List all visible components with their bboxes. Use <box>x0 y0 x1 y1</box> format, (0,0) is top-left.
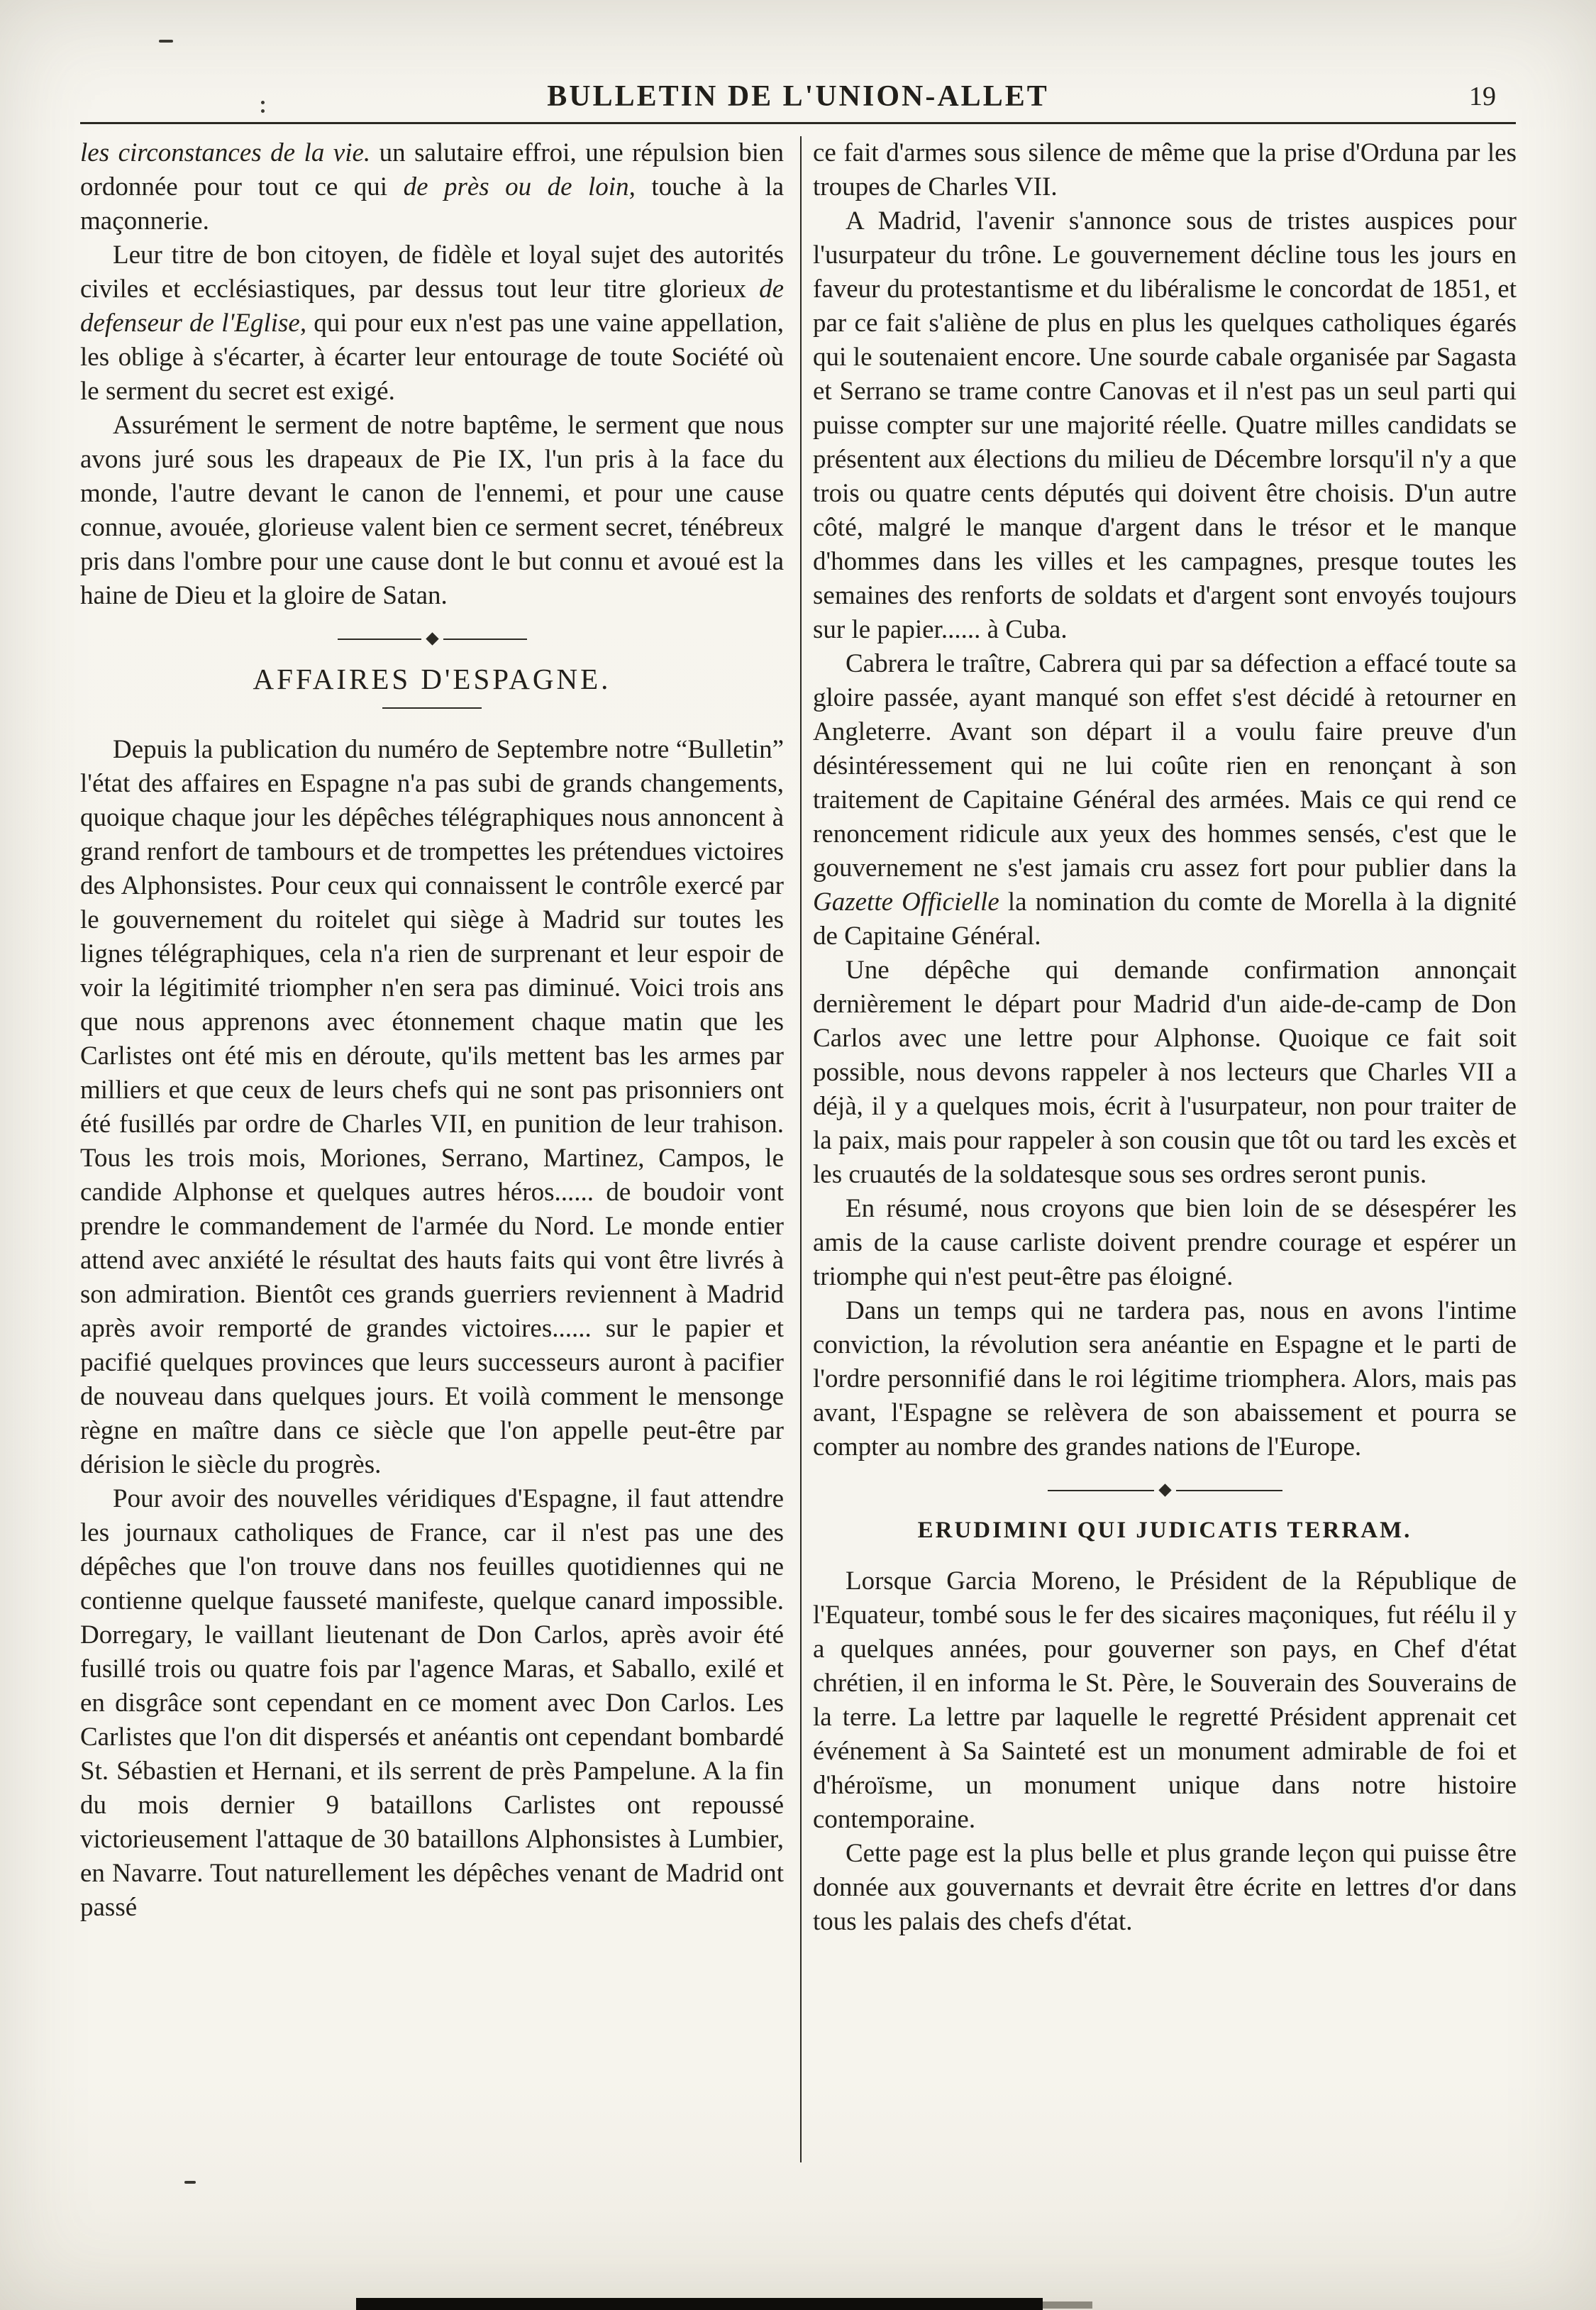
left-text-section-2 <box>80 733 784 1925</box>
body-text: un salutaire effroi, une répulsion bien ordonnée pour tout ce qui <box>80 138 784 201</box>
right-text-section-1 <box>813 136 1517 1464</box>
paragraph <box>80 733 784 1482</box>
paragraph <box>80 238 784 409</box>
body-text: la nomination du comte de Morella à la dignité de Capitaine Général. <box>813 888 1517 951</box>
paragraph <box>813 204 1517 647</box>
paragraph <box>813 1564 1517 1837</box>
paragraph <box>813 1192 1517 1294</box>
paragraph <box>813 136 1517 204</box>
section-heading-affaires-espagne: AFFAIRES D'ESPAGNE. <box>253 663 611 695</box>
masthead-title: BULLETIN DE L'UNION-ALLET <box>547 80 1049 113</box>
body-text: touche à la maçonnerie. <box>80 172 785 236</box>
body-text: Une dépêche qui demande confirmation annonçait dernièrement le départ pour Madrid d'un aide-de-camp de Don Carlos avec une lettre pour Alphonse. Quoique ce fait soit possible, nous devons rappeler à nos lecteurs que Charles VII a déjà, il y a quelques mois, écrit à l'usurpateur, non pour traiter de la paix, mais pour rappeler à son cousin que tôt ou tard les excès et les cruautés de la soldatesque sous ses ordres seront punis. <box>813 956 1517 1189</box>
divider-line <box>338 639 421 640</box>
body-text: En résumé, nous croyons que bien loin de se désespérer les amis de la cause carliste doivent prendre courage et espérer un triomphe qui n'est peut-être pas éloigné. <box>813 1194 1517 1291</box>
paragraph <box>80 1482 784 1925</box>
paragraph <box>813 1837 1517 1939</box>
right-text-section-2 <box>813 1564 1517 1939</box>
column-divider-rule <box>800 136 802 2162</box>
left-text-section-1 <box>80 136 784 613</box>
paragraph <box>813 954 1517 1192</box>
scan-edge-band <box>356 2298 1043 2310</box>
body-text: A Madrid, l'avenir s'annonce sous de tristes auspices pour l'usurpateur du trône. Le gouvernement décline tous les jours en faveur du protestantisme et du libéralisme le concordat de 1851, et par ce fait s'aliène de plus en plus les quelques catholiques égarés qui le soutenaient encore. Une sourde cabale organisée par Sagasta et Serrano se trame contre Canovas et il n'est pas un seul parti qui puisse compter sur une majorité réelle. Quatre milles candidats se présentent aux élections du milieu de Décembre lorsqu'il n'y a que trois ou quatre cents députés qui doivent être choisis. D'un autre côté, malgré le manque d'argent dans le trésor et le manque d'hommes dans les villes et les campagnes, presque toutes les semaines des renforts de soldats et d'argent sont envoyés toujours sur le papier...... à Cuba. <box>813 206 1517 644</box>
body-text: Cabrera le traître, Cabrera qui par sa défection a effacé toute sa gloire passée, ayant manqué son effet s'est décidé à retourner en Angleterre. Avant son départ il a voulu faire preuve d'un désintéressement qui ne lui coûte rien en renonçant à son traitement de Capitaine Général des armées. Mais ce qui rend ce renoncement ridicule aux yeux des hommes sensés, c'est que le gouvernement ne s'est jamais cru assez fort pour publier dans la <box>813 649 1517 883</box>
section-divider-ornament <box>813 1486 1517 1495</box>
section-divider-ornament <box>80 634 784 643</box>
body-text: Leur titre de bon citoyen, de fidèle et loyal sujet des autorités civiles et ecclésiastiques, par dessus tout leur titre glorieux <box>80 241 784 304</box>
italic-text: de près ou de loin, <box>403 172 636 201</box>
scan-edge-band-gray <box>1043 2301 1092 2309</box>
heading-underline-rule <box>382 707 482 709</box>
italic-text: Gazette Officielle <box>813 888 999 917</box>
body-text: ce fait d'armes sous silence de même que la prise d'Orduna par les troupes de Charles VII. <box>813 138 1517 201</box>
right-column <box>813 136 1517 1939</box>
body-text: Lorsque Garcia Moreno, le Président de la République de l'Equateur, tombé sous le fer des sicaires maçoniques, fut réélu il y a quelques années, pour gouverner son pays, en Chef d'état chrétien, il en informa le St. Père, le Souverain des Souverains de la terre. La lettre par laquelle le regretté Président apprenait cet événement à Sa Sainteté est un monument admirable de foi et d'héroïsme, un monument unique dans notre histoire contemporaine. <box>813 1566 1517 1834</box>
left-column <box>80 136 784 1925</box>
body-text: Cette page est la plus belle et plus grande leçon qui puisse être donnée aux gouvernants et devrait être écrite en lettres d'or dans tous les palais des chefs d'état. <box>813 1839 1517 1936</box>
body-text: Pour avoir des nouvelles véridiques d'Espagne, il faut attendre les journaux catholiques de France, car il n'est pas une des dépêches que l'on trouve dans nos feuilles quotidiennes qui ne contienne quelque fausseté manifeste, quelque canard impossible. Dorregary, le vaillant lieutenant de Don Carlos, après avoir été fusillé trois ou quatre fois par l'agence Maras, et Saballo, exilé et en disgrâce sont cependant en ce moment avec Don Carlos. Les Carlistes que l'on dit dispersés et anéantis ont cependant bombardé St. Sébastien et Hernani, et ils serrent de près Pampelune. A la fin du mois dernier 9 bataillons Carlistes ont repoussé victorieusement l'attaque de 30 bataillons Alphonsistes à Lumbier, en Navarre. Tout naturellement les dépêches venant de Madrid ont passé <box>80 1484 784 1922</box>
divider-line <box>1048 1490 1154 1491</box>
paragraph <box>813 647 1517 954</box>
body-text: Assurément le serment de notre baptême, le serment que nous avons juré sous les drapeaux de Pie IX, l'un pris à la face du monde, l'autre devant le canon de l'ennemi, et pour une cause connue, avouée, glorieuse valent bien ce serment secret, ténébreux pris dans l'ombre pour une cause dont le but connu et avoué est la haine de Dieu et la gloire de Satan. <box>80 411 784 610</box>
body-text: Dans un temps qui ne tardera pas, nous en avons l'intime conviction, la révolution sera anéantie en Espagne et le parti de l'ordre personnifié dans le roi légitime triomphera. Alors, mais pas avant, l'Espagne se relèvera de son abaissement et pourra se compter au nombre des grandes nations de l'Europe. <box>813 1296 1517 1461</box>
diamond-ornament-icon <box>426 632 438 645</box>
paragraph <box>80 136 784 238</box>
scan-dash-top <box>159 40 173 43</box>
page-number: 19 <box>1469 82 1496 111</box>
body-text: Depuis la publication du numéro de Septembre notre “Bulletin” l'état des affaires en Espagne n'a pas subi de grands changements, quoique chaque jour les dépêches télégraphiques nous annoncent à grand renfort de tambours et de trompettes les prétendues victoires des Alphonsistes. Pour ceux qui connaissent le contrôle exercé par le gouvernement du roitelet qui siège à Madrid sur toutes les lignes télégraphiques, cela n'a rien de surprenant et leur espoir de voir la légitimité triompher n'en sera pas diminué. Voici trois ans que nous apprenons avec étonnement chaque matin que les Carlistes ont été mis en déroute, qu'ils mettent bas les armes par milliers et que ceux de leurs chefs qui ne sont pas prisonniers ont été fusillés par ordre de Charles VII, en punition de leur trahison. Tous les trois mois, Moriones, Serrano, Martinez, Campos, le candide Alphonse et quelques autres héros...... de boudoir vont prendre le commandement de l'armée du Nord. Le monde entier attend avec anxiété le résultat des hauts faits qui vont être livrés à son admiration. Bientôt ces grands guerriers reviennent à Madrid après avoir remporté de grandes victoires...... sur le papier et pacifié quelques provinces que leurs successeurs auront à pacifier de nouveau dans quelques jours. Et voilà comment le mensonge règne en maître dans ce siècle que l'on appelle peut-être par dérision le siècle du progrès. <box>80 735 784 1479</box>
page-header <box>80 79 1516 119</box>
divider-line <box>1176 1490 1282 1491</box>
section-heading-erudimini: ERUDIMINI QUI JUDICATIS TERRAM. <box>917 1518 1412 1543</box>
italic-text: les circonstances de la vie. <box>80 138 371 167</box>
divider-line <box>443 639 527 640</box>
scan-dash-bottom <box>184 2181 196 2184</box>
header-rule <box>80 122 1516 124</box>
italic-text: de defenseur de l'Eglise, <box>80 275 784 338</box>
paragraph <box>80 409 784 613</box>
diamond-ornament-icon <box>1158 1483 1171 1496</box>
body-text: qui pour eux n'est pas une vaine appellation, les oblige à s'écarter, à écarter leur entourage de toute Société où le serment du secret est exigé. <box>80 309 784 406</box>
paragraph <box>813 1294 1517 1464</box>
